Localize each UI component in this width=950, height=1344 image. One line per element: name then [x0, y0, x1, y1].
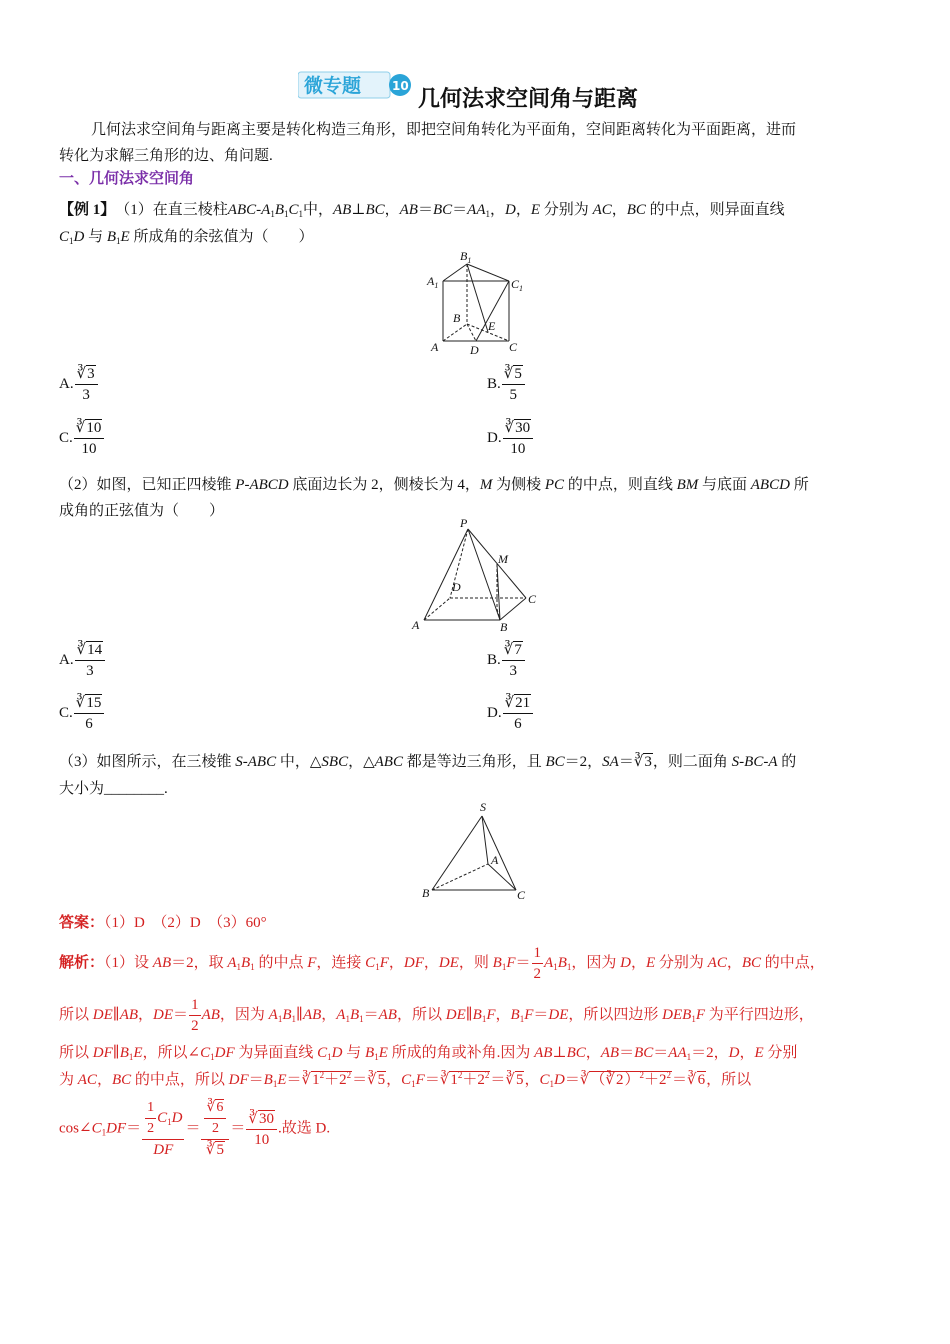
topic-badge	[298, 70, 416, 100]
pyramid-label-b: B	[500, 620, 508, 634]
q1-option-c[interactable]: C. $\frac{∛10}{10}$	[59, 418, 105, 459]
analysis-label: 解析：	[59, 954, 105, 971]
tetra-label-b: B	[422, 886, 430, 900]
q2-option-c[interactable]: C. $\frac{∛15}{6}$	[59, 693, 105, 734]
pyramid-label-d: D	[452, 580, 461, 594]
question-2-line-2: 成角的正弦值为（ ）	[59, 503, 225, 519]
tetra-label-s: S	[480, 800, 486, 814]
q1-option-d[interactable]: D. $\frac{∛30}{10}$	[487, 418, 534, 459]
prism-label-a: A	[431, 340, 439, 354]
pyramid-figure	[408, 517, 548, 635]
question-1-tail: 所成角的余弦值为（ ）	[133, 229, 314, 245]
example-label: 【例 1】	[59, 202, 108, 218]
answer-text: （1）D （2）D （3）60°	[104, 915, 267, 931]
prism-label-b: B	[453, 311, 461, 325]
analysis-line-3: 所以 $DF\parallel B_1E$，所以$\angle C_1DF$ 为异面直线 $C_1D$ 与 $B_1E$ 所成的角或补角.因为 AB⊥BC，$AB=BC=AA_1=2$，D，E 分别	[59, 1045, 798, 1062]
q1-option-b[interactable]: B. $\frac{∛5}{5}$	[487, 364, 526, 405]
question-1-line-1: 【例 1】 （1）在直三棱柱ABC-$A_1B_1C_1$中，AB⊥BC，$AB=BC=AA_1$，D，E 分别为 AC，BC 的中点，则异面直线	[59, 202, 785, 219]
answer-label: 答案：	[59, 915, 105, 931]
section-heading: 一、几何法求空间角	[59, 169, 195, 187]
prism-figure	[420, 248, 530, 356]
intro-line-2: 转化为求解三角形的边、角问题.	[59, 148, 273, 164]
analysis-line-1: 解析：（1）设 AB＝2，取 $A_1B_1$ 的中点 F，连接 $C_1F$，DF，DE，则 $B_1F=$ $\frac{1}{2}$ $A_1B_1$，因为 D，E 分别为 AC，BC 的中点，	[59, 945, 825, 982]
question-3-line-2: 大小为________.	[59, 781, 168, 797]
question-1-line-2: $C_1D$ 与 $B_1E$ 所成角的余弦值为（ ）	[59, 229, 314, 246]
q2-option-d[interactable]: D. $\frac{∛21}{6}$	[487, 693, 534, 734]
answer-line	[59, 911, 267, 932]
analysis-line-4: 为 AC，BC 的中点，所以 $DF=B_1E=∛1^2+2^2=∛5$，$C_1F=∛1^2+2^2=∛5$，$C_1D=∛(∛2)^2+2^2=∛6$，所以	[59, 1070, 752, 1089]
q2-option-a[interactable]: A. $\frac{∛14}{3}$	[59, 640, 106, 681]
analysis-line-2: 所以 DE∥AB，DE＝ $\frac{1}{2}$ AB，因为 $A_1B_1\parallel AB$，$A_1B_1=AB$，所以 $DE\parallel B_1F$，$B_1F=DE$，所以四边形 $DEB_1F$ 为平行四边形，	[59, 997, 814, 1034]
prism-label-d: D	[470, 343, 479, 356]
tetra-label-c: C	[517, 888, 526, 902]
pyramid-label-m: M	[498, 552, 508, 566]
question-3-line-1: （3）如图所示，在三棱锥 S-ABC 中，△SBC，△ABC 都是等边三角形，且 BC＝2，SA＝∛3，则二面角 S-BC-A 的	[59, 754, 797, 770]
badge-text: 微专题	[304, 75, 362, 97]
analysis-end: .故选 D.	[277, 1120, 331, 1137]
pyramid-label-p: P	[460, 517, 468, 530]
prism-label-e: E	[488, 319, 496, 333]
prism-label-c1: $C_1$	[511, 277, 524, 293]
intro-line-1: 几何法求空间角与距离主要是转化构造三角形，即把空间角转化为平面角，空间距离转化为平面距离，进而	[91, 122, 797, 138]
analysis-line-5: $\cos\angle C_1DF=$ $\frac{1}{2}$ $C_1D$ DF ＝ $\frac{\frac{∛6}{2}}{∛5}$ ＝ $\frac{∛30}{10}$ .故选 D.	[59, 1100, 331, 1158]
prism-label-c: C	[509, 340, 518, 354]
pyramid-label-a: A	[412, 618, 420, 632]
prism-label-b1: $B_1$	[460, 249, 472, 265]
badge-number: 10	[392, 79, 409, 93]
question-3-lead: （3）如图所示，在三棱锥	[59, 754, 232, 770]
tetrahedron-figure	[418, 797, 533, 903]
tetra-label-a: A	[491, 853, 499, 867]
page-title: 几何法求空间角与距离	[418, 87, 639, 112]
question-2-line-1: （2）如图，已知正四棱锥 P-ABCD 底面边长为 2，侧棱长为 4，M 为侧棱 PC 的中点，则直线 BM 与底面 ABCD 所	[59, 477, 809, 493]
q1-option-a[interactable]: A. $\frac{∛3}{3}$	[59, 364, 99, 405]
question-1-lead: （1）在直三棱柱	[122, 202, 228, 218]
question-2-lead: （2）如图，已知正四棱锥	[59, 477, 232, 493]
prism-label-a1: $A_1$	[427, 274, 439, 290]
q2-option-b[interactable]: B. $\frac{∛7}{3}$	[487, 640, 526, 681]
pyramid-label-c: C	[528, 592, 537, 606]
